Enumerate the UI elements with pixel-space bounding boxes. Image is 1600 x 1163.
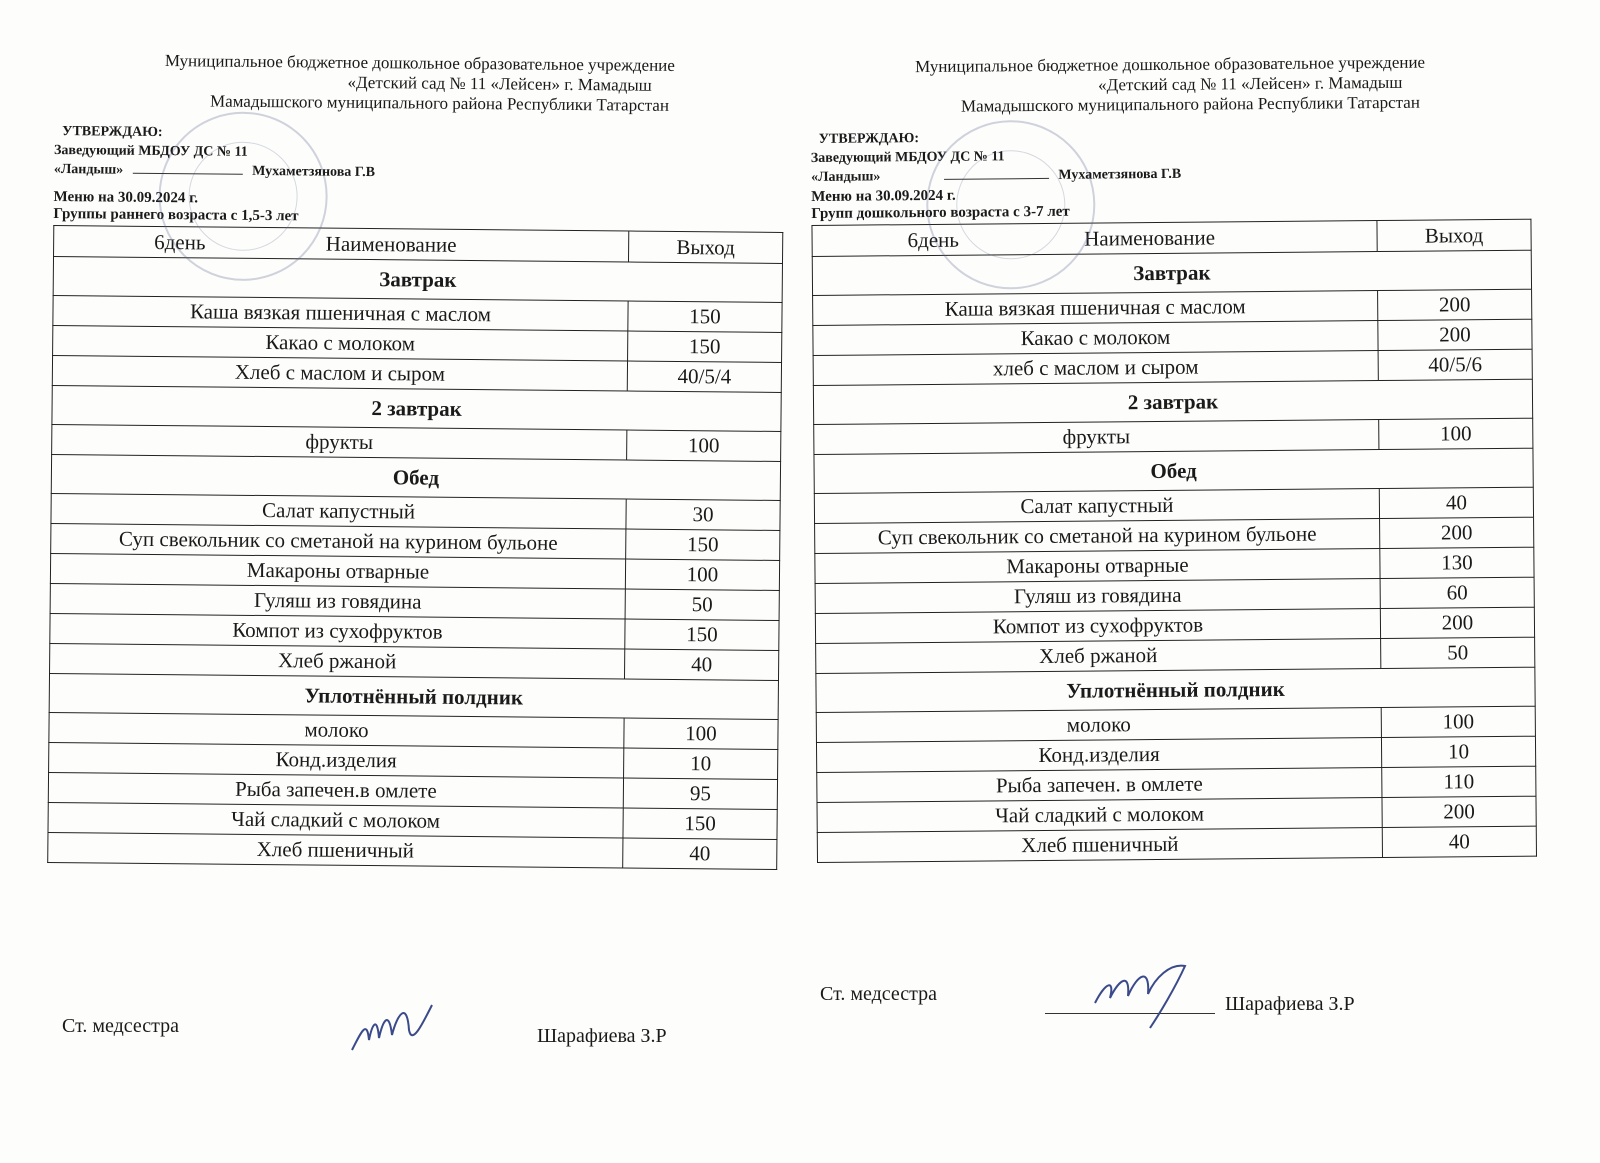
dish-name: Какао с молоком [813, 321, 1378, 356]
org-line: «Детский сад № 11 «Лейсен» г. Мамадыш [347, 72, 652, 95]
seal-stamp [926, 120, 1096, 290]
menu-sheet-left [47, 50, 785, 870]
dish-amount: 100 [1379, 418, 1533, 449]
col-amount: Выход [1377, 219, 1531, 251]
handwritten-signature [1090, 958, 1200, 1033]
head-title: Заведующий МБДОУ ДС № 11 [53, 142, 248, 160]
org-line: Мамадышского муниципального района Республики Татарстан [209, 91, 670, 115]
dish-name: Салат капустный [814, 489, 1379, 524]
dish-amount: 150 [628, 331, 782, 362]
section-title: Завтрак [53, 256, 782, 302]
nurse-signature-right [820, 983, 1420, 1033]
section-row [816, 667, 1535, 712]
dish-amount: 40 [623, 838, 777, 869]
dish-name: Конд.изделия [816, 738, 1381, 773]
dish-amount: 40/5/4 [627, 361, 781, 392]
dish-name: Гуляш из говядина [50, 583, 625, 619]
dish-amount: 200 [1378, 319, 1532, 350]
section-title: Уплотнённый полдник [49, 673, 778, 719]
org-header [810, 52, 1530, 118]
dish-amount: 40 [624, 649, 778, 680]
dish-name: Салат капустный [51, 493, 626, 529]
section-row [814, 448, 1533, 493]
dish-name: молоко [49, 712, 624, 748]
dish-name: Хлеб пшеничный [817, 828, 1382, 863]
handwritten-signature [347, 990, 437, 1060]
col-day: 6день [907, 227, 960, 252]
dish-name: Макароны отварные [50, 553, 625, 589]
org-line: Муниципальное бюджетное дошкольное образовательное учреждение [914, 52, 1426, 77]
menu-date: Меню на 30.09.2024 г. [811, 187, 956, 205]
dish-amount: 150 [628, 301, 782, 332]
seal-stamp [158, 111, 329, 282]
dish-name: Компот из сухофруктов [50, 613, 625, 649]
head-title: Заведующий МБДОУ ДС № 11 [810, 149, 1005, 166]
dish-name: Чай сладкий с молоком [817, 798, 1382, 833]
col-name: Наименование [325, 231, 457, 257]
dish-amount: 110 [1382, 766, 1536, 797]
head-org: «Ландыш» [53, 161, 124, 178]
head-name: Мухаметзянова Г.В [1058, 166, 1182, 183]
dish-amount: 30 [626, 499, 780, 530]
dish-name: Суп свекольник со сметаной на курином бульоне [815, 519, 1380, 554]
menu-table [811, 219, 1537, 863]
approval-block [811, 124, 1531, 187]
dish-name: Какао с молоком [53, 325, 628, 361]
dish-amount: 60 [1380, 577, 1534, 608]
dish-amount: 50 [1381, 637, 1535, 668]
header-name-cell [812, 221, 1377, 257]
dish-name: Компот из сухофруктов [815, 609, 1380, 644]
dish-name: Хлеб пшеничный [48, 832, 623, 868]
org-line: Муниципальное бюджетное дошкольное образовательное учреждение [164, 51, 675, 75]
dish-amount: 10 [624, 748, 778, 779]
section-title: Завтрак [812, 250, 1531, 295]
dish-amount: 130 [1380, 547, 1534, 578]
dish-name: фрукты [814, 420, 1379, 455]
dish-name: Макароны отварные [815, 549, 1380, 584]
section-title: 2 завтрак [813, 379, 1532, 424]
org-line: Мамадышского муниципального района Республики Татарстан [960, 92, 1420, 116]
dish-name: Рыба запечен.в омлете [48, 772, 623, 808]
menu-table-body [48, 256, 783, 869]
section-title: Уплотнённый полдник [816, 667, 1535, 712]
approval-block [54, 122, 785, 186]
head-name: Мухаметзянова Г.В [252, 163, 376, 181]
section-row [812, 250, 1531, 295]
section-row [813, 379, 1532, 424]
menu-table-body [812, 250, 1536, 862]
dish-name: Чай сладкий с молоком [48, 802, 623, 838]
dish-amount: 150 [626, 529, 780, 560]
dish-name: Рыба запечен. в омлете [817, 768, 1382, 803]
col-name: Наименование [1084, 224, 1216, 251]
dish-name: Каша вязкая пшеничная с маслом [813, 291, 1378, 326]
nurse-name: Шарафиева З.Р [537, 1025, 667, 1047]
dish-name: Хлеб ржаной [816, 639, 1381, 674]
nurse-signature-left [62, 1015, 722, 1065]
approve-label: УТВЕРЖДАЮ: [818, 131, 920, 147]
approve-label: УТВЕРЖДАЮ: [62, 124, 163, 141]
nurse-title: Ст. медсестра [62, 1015, 179, 1037]
dish-amount: 100 [1381, 706, 1535, 737]
dish-amount: 200 [1380, 607, 1534, 638]
dish-name: Каша вязкая пшеничная с маслом [53, 295, 628, 331]
dish-name: Хлеб с маслом и сыром [52, 355, 627, 391]
table-row [817, 826, 1536, 862]
dish-name: молоко [816, 708, 1381, 743]
dish-amount: 150 [625, 619, 779, 650]
menu-date: Меню на 30.09.2024 г. [53, 188, 199, 207]
signature-underline [133, 173, 243, 175]
dish-amount: 200 [1382, 796, 1536, 827]
nurse-name: Шарафиева З.Р [1225, 993, 1355, 1015]
dish-name: Конд.изделия [49, 742, 624, 778]
dish-amount: 150 [623, 808, 777, 839]
table-row [48, 832, 777, 869]
section-title: 2 завтрак [52, 385, 781, 431]
dish-name: Гуляш из говядина [815, 579, 1380, 614]
org-header [54, 50, 785, 117]
dish-name: Хлеб ржаной [50, 643, 625, 679]
dish-amount: 40 [1382, 826, 1536, 857]
dish-amount: 200 [1380, 517, 1534, 548]
section-title: Обед [814, 448, 1533, 493]
dish-name: хлеб с маслом и сыром [813, 351, 1378, 386]
org-line: «Детский сад № 11 «Лейсен» г. Мамадыш [1098, 72, 1403, 95]
dish-amount: 40 [1379, 487, 1533, 518]
group-title: Группы раннего возраста с 1,5-3 лет [53, 205, 299, 225]
section-title: Обед [51, 454, 780, 500]
dish-amount: 100 [624, 718, 778, 749]
col-amount: Выход [628, 231, 782, 263]
dish-amount: 95 [623, 778, 777, 809]
dish-name: фрукты [52, 424, 627, 460]
signature-underline [944, 178, 1049, 180]
dish-amount: 100 [627, 430, 781, 461]
nurse-title: Ст. медсестра [820, 983, 937, 1005]
dish-amount: 40/5/6 [1378, 349, 1532, 380]
dish-amount: 200 [1378, 289, 1532, 320]
dish-name: Суп свекольник со сметаной на курином бульоне [51, 523, 626, 559]
dish-amount: 10 [1381, 736, 1535, 767]
dish-amount: 50 [625, 589, 779, 620]
menu-sheet-right [810, 52, 1537, 863]
menu-table [47, 225, 783, 870]
col-day: 6день [154, 229, 206, 254]
dish-amount: 100 [625, 559, 779, 590]
group-title: Групп дошкольного возраста с 3-7 лет [811, 203, 1070, 222]
head-org: «Ландыш» [810, 169, 881, 185]
